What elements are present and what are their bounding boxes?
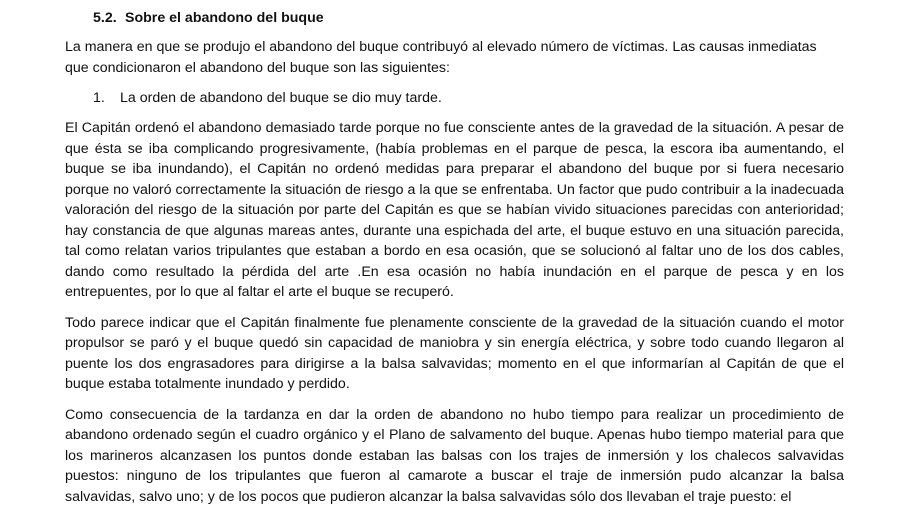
intro-paragraph: La manera en que se produjo el abandono del buque contribuyó al elevado número de víctimas. Las causas inmediatas que condicionaron el abandono del buque son las siguientes: <box>65 39 817 76</box>
list-item-text: La orden de abandono del buque se dio muy tarde. <box>120 90 442 106</box>
body-paragraph-captain-order: El Capitán ordenó el abandono demasiado tarde porque no fue consciente antes de la gravedad de la situación. A pesar de que ésta se iba complicando progresivamente, (había problemas en el parque de pesca, la escora iba aumentando, el buque se iba inundando), el Capitán no ordenó medidas para preparar el abandono del buque por si fuera necesario porque no valoró correctamente la situación de riesgo a la que se enfrentaba. Un factor que pudo contribuir a la inadecuada valoración del riesgo de la situación por parte del Capitán es que se habían vivido situaciones parecidas con anterioridad; hay constancia de que algunas mareas antes, durante una espichada del arte, el buque estuvo en una situación parecida, tal como relatan varios tripulantes que estaban a bordo en esa ocasión, que se solucionó al faltar uno de los dos cables, dando como resultado la pérdida del arte .En esa ocasión no había inundación en el parque de pesca y en los entrepuentes, por lo que al faltar el arte el buque se recuperó. <box>65 120 844 300</box>
section-title: Sobre el abandono del buque <box>125 10 324 26</box>
body-paragraph-consequences: Como consecuencia de la tardanza en dar la orden de abandono no hubo tiempo para realizar un procedimiento de abandono ordenado según el cuadro orgánico y el Plano de salvamento del buque. Apenas hubo tiempo material para que los marineros alcanzasen los puntos donde estaban las balsas con los trajes de inmersión y los chalecos salvavidas puestos: ninguno de los tripulantes que fueron al camarote a buscar el traje de inmersión pudo alcanzar la balsa salvavidas, salvo uno; y de los pocos que pudieron alcanzar la balsa salvavidas sólo dos llevaban el traje puesto: el <box>65 406 844 505</box>
section-number: 5.2. <box>93 10 117 26</box>
body-paragraph-captain-awareness: Todo parece indicar que el Capitán finalmente fue plenamente consciente de la gravedad de la situación cuando el motor propulsor se paró y el buque quedó sin capacidad de maniobra y sin energía eléctrica, y sobre todo cuando llegaron al puente los dos engrasadores para dirigirse a la balsa salvavidas; momento en el que informarían al Capitán de que el buque estaba totalmente inundado y perdido. <box>65 314 844 392</box>
list-item-marker: 1. <box>93 90 105 106</box>
list-item <box>93 88 844 108</box>
section-heading <box>93 8 844 28</box>
